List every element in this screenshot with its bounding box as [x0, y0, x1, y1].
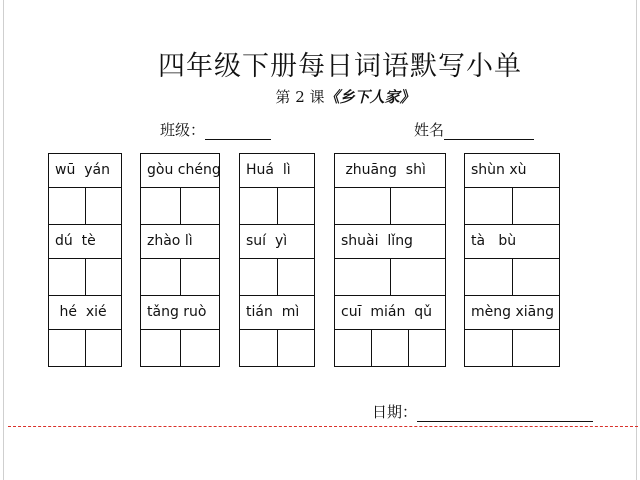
writing-box[interactable] [240, 330, 278, 366]
class-label: 班级： [160, 121, 206, 139]
lesson-number: 2 [295, 88, 305, 106]
writing-box[interactable] [513, 188, 560, 224]
writing-boxes [48, 330, 122, 367]
date-field [372, 401, 593, 422]
writing-box[interactable] [49, 330, 86, 366]
lesson-unit: 课 [309, 88, 325, 106]
writing-boxes [334, 330, 446, 367]
writing-boxes [48, 188, 122, 225]
pinyin-cell: wū yán [48, 153, 122, 188]
writing-box[interactable] [372, 330, 409, 366]
pinyin-cell: suí yì [239, 224, 315, 259]
writing-box[interactable] [278, 188, 315, 224]
pinyin-cell: dú tè [48, 224, 122, 259]
writing-boxes [334, 188, 446, 225]
writing-boxes [464, 259, 560, 296]
writing-box[interactable] [335, 188, 391, 224]
pinyin-cell: tián mì [239, 295, 315, 330]
writing-box[interactable] [465, 188, 513, 224]
writing-boxes [239, 330, 315, 367]
name-label: 姓名 [414, 121, 445, 139]
name-field [414, 119, 534, 140]
lesson-prefix: 第 [275, 88, 291, 106]
writing-boxes [464, 188, 560, 225]
writing-box[interactable] [49, 259, 86, 295]
writing-box[interactable] [240, 259, 278, 295]
writing-box[interactable] [335, 259, 391, 295]
writing-boxes [140, 330, 220, 367]
worksheet-title: 四年级下册每日词语默写小单 [158, 51, 522, 82]
writing-box[interactable] [335, 330, 372, 366]
date-blank[interactable] [417, 405, 593, 422]
pinyin-cell: shùn xù [464, 153, 560, 188]
writing-box[interactable] [465, 330, 513, 366]
writing-box[interactable] [86, 330, 122, 366]
pinyin-cell: zhào lì [140, 224, 220, 259]
writing-boxes [48, 259, 122, 296]
writing-box[interactable] [141, 330, 181, 366]
writing-box[interactable] [181, 188, 220, 224]
writing-box[interactable] [391, 188, 446, 224]
writing-box[interactable] [278, 330, 315, 366]
writing-box[interactable] [409, 330, 445, 366]
writing-boxes [140, 259, 220, 296]
writing-box[interactable] [49, 188, 86, 224]
writing-box[interactable] [391, 259, 446, 295]
writing-boxes [239, 259, 315, 296]
date-label: 日期： [372, 403, 418, 421]
writing-boxes [239, 188, 315, 225]
class-blank[interactable] [205, 123, 271, 140]
writing-boxes [334, 259, 446, 296]
writing-box[interactable] [141, 188, 181, 224]
writing-box[interactable] [86, 188, 122, 224]
writing-box[interactable] [181, 259, 220, 295]
writing-boxes [464, 330, 560, 367]
writing-box[interactable] [465, 259, 513, 295]
writing-box[interactable] [86, 259, 122, 295]
name-blank[interactable] [444, 123, 534, 140]
cut-line [8, 426, 638, 427]
pinyin-cell: shuài lǐng [334, 224, 446, 259]
pinyin-cell: tà bù [464, 224, 560, 259]
pinyin-cell: mèng xiāng [464, 295, 560, 330]
pinyin-cell: cuī mián qǔ [334, 295, 446, 330]
writing-box[interactable] [141, 259, 181, 295]
pinyin-cell: Huá lì [239, 153, 315, 188]
lesson-heading [0, 86, 640, 107]
pinyin-cell: tǎng ruò [140, 295, 220, 330]
pinyin-cell: gòu chéng [140, 153, 220, 188]
lesson-name: 《乡下人家》 [324, 88, 415, 106]
pinyin-cell: zhuāng shì [334, 153, 446, 188]
writing-box[interactable] [513, 259, 560, 295]
pinyin-cell: hé xié [48, 295, 122, 330]
writing-box[interactable] [513, 330, 560, 366]
writing-box[interactable] [181, 330, 220, 366]
writing-box[interactable] [278, 259, 315, 295]
writing-box[interactable] [240, 188, 278, 224]
class-field [160, 119, 271, 140]
writing-boxes [140, 188, 220, 225]
